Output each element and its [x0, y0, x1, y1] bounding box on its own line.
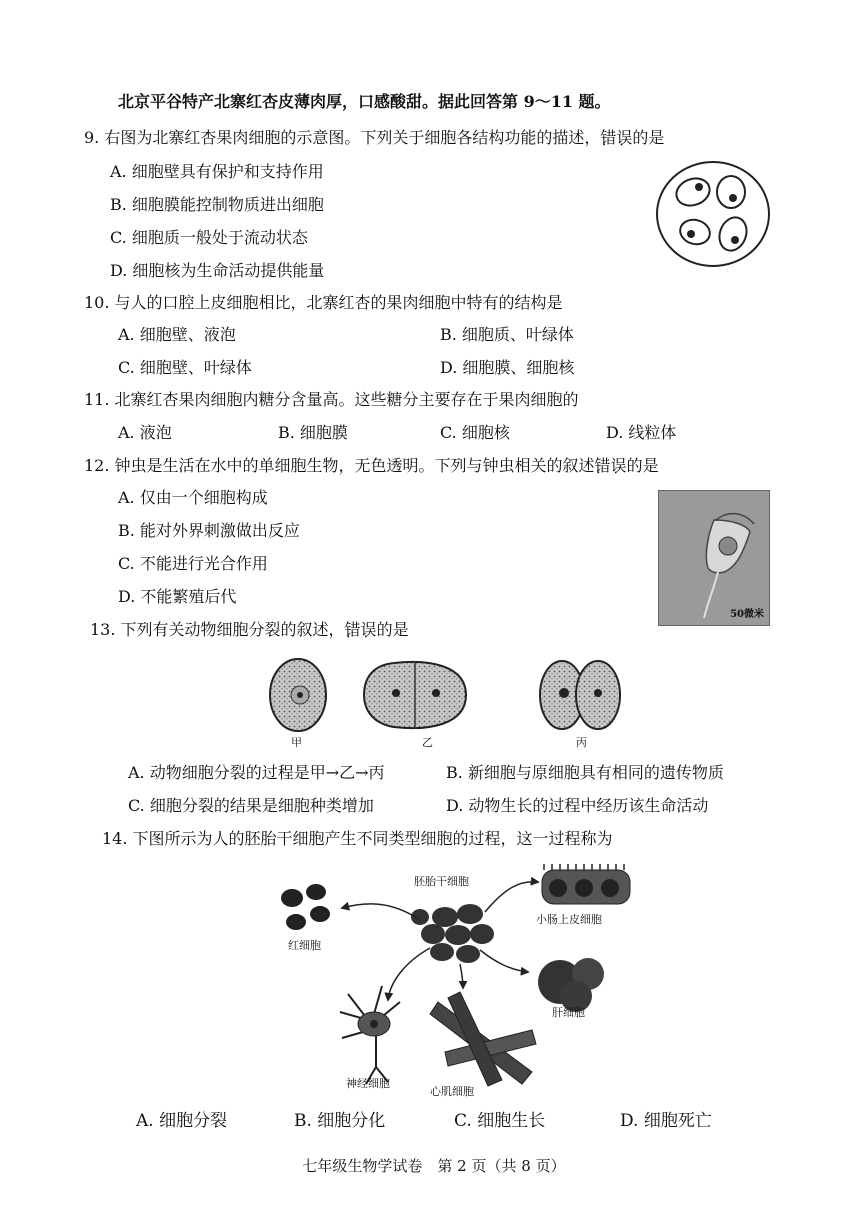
q9-option-d: D. 细胞核为生命活动提供能量	[110, 261, 325, 280]
q9-option-c: C. 细胞质一般处于流动状态	[110, 228, 308, 247]
q9-option-a: A. 细胞壁具有保护和支持作用	[110, 162, 324, 181]
q13-option-b: B. 新细胞与原细胞具有相同的遗传物质	[446, 763, 724, 782]
q13-option-d: D. 动物生长的过程中经历该生命活动	[446, 796, 709, 815]
q12-stem: 12. 钟虫是生活在水中的单细胞生物，无色透明。下列与钟虫相关的叙述错误 • •的是	[84, 456, 659, 476]
q13-option-a: A. 动物细胞分裂的过程是甲→乙→丙	[128, 763, 385, 782]
passage-intro: 北京平谷特产北寨红杏皮薄肉厚，口感酸甜。据此回答第 9～11 题。	[118, 92, 611, 111]
cell-label-yi: 乙	[422, 736, 433, 749]
q12-option-c: C. 不能进行光合作用	[118, 554, 268, 573]
q11-stem: 11. 北寨红杏果肉细胞内糖分含量高。这些糖分主要存在于果肉细胞的	[84, 390, 579, 409]
q9-stem: 9. 右图为北寨红杏果肉细胞的示意图。下列关于细胞各结构功能的描述，错误 • •的是	[84, 128, 664, 148]
vorticella-micrograph	[658, 490, 770, 626]
page-footer: 七年级生物学试卷 第 2 页（共 8 页）	[302, 1157, 566, 1175]
label-intestine-cell: 小肠上皮细胞	[536, 913, 602, 926]
cell-division-figure	[268, 655, 628, 735]
q14-option-d: D. 细胞死亡	[620, 1111, 712, 1131]
label-nerve-cell: 神经细胞	[346, 1077, 390, 1090]
label-cardiac-muscle-cell: 心肌细胞	[430, 1085, 474, 1098]
q12-option-d: D. 不能繁殖后代	[118, 587, 237, 606]
q11-option-a: A. 液泡	[118, 423, 172, 442]
q10-option-a: A. 细胞壁、液泡	[118, 325, 236, 344]
q14-option-c: C. 细胞生长	[454, 1111, 546, 1131]
q10-option-b: B. 细胞质、叶绿体	[440, 325, 574, 344]
q13-option-c: C. 细胞分裂的结果是细胞种类增加	[128, 796, 374, 815]
q9-option-b: B. 细胞膜能控制物质进出细胞	[110, 195, 324, 214]
q11-option-b: B. 细胞膜	[278, 423, 348, 442]
q11-option-d: D. 线粒体	[606, 423, 677, 442]
q11-option-c: C. 细胞核	[440, 423, 510, 442]
cell-label-jia: 甲	[291, 736, 302, 749]
q14-option-a: A. 细胞分裂	[136, 1111, 228, 1131]
q10-option-c: C. 细胞壁、叶绿体	[118, 358, 252, 377]
q12-option-a: A. 仅由一个细胞构成	[118, 488, 268, 507]
stem-cell-differentiation-diagram	[270, 862, 640, 1092]
cell-label-bing: 丙	[576, 736, 587, 749]
q14-option-b: B. 细胞分化	[294, 1111, 386, 1131]
scale-bar-label: 50微米	[730, 609, 764, 620]
q12-option-b: B. 能对外界刺激做出反应	[118, 521, 300, 540]
q13-stem: 13. 下列有关动物细胞分裂的叙述，错误 • •的是	[90, 620, 409, 640]
label-stem-cell: 胚胎干细胞	[414, 875, 469, 888]
q10-stem: 10. 与人的口腔上皮细胞相比，北寨红杏的果肉细胞中特有的结构是	[84, 293, 563, 312]
apricot-cells-figure	[655, 160, 771, 268]
label-liver-cell: 肝细胞	[552, 1006, 585, 1019]
q14-stem: 14. 下图所示为人的胚胎干细胞产生不同类型细胞的过程，这一过程称为	[102, 829, 613, 848]
q10-option-d: D. 细胞膜、细胞核	[440, 358, 575, 377]
label-red-blood-cell: 红细胞	[288, 939, 321, 952]
